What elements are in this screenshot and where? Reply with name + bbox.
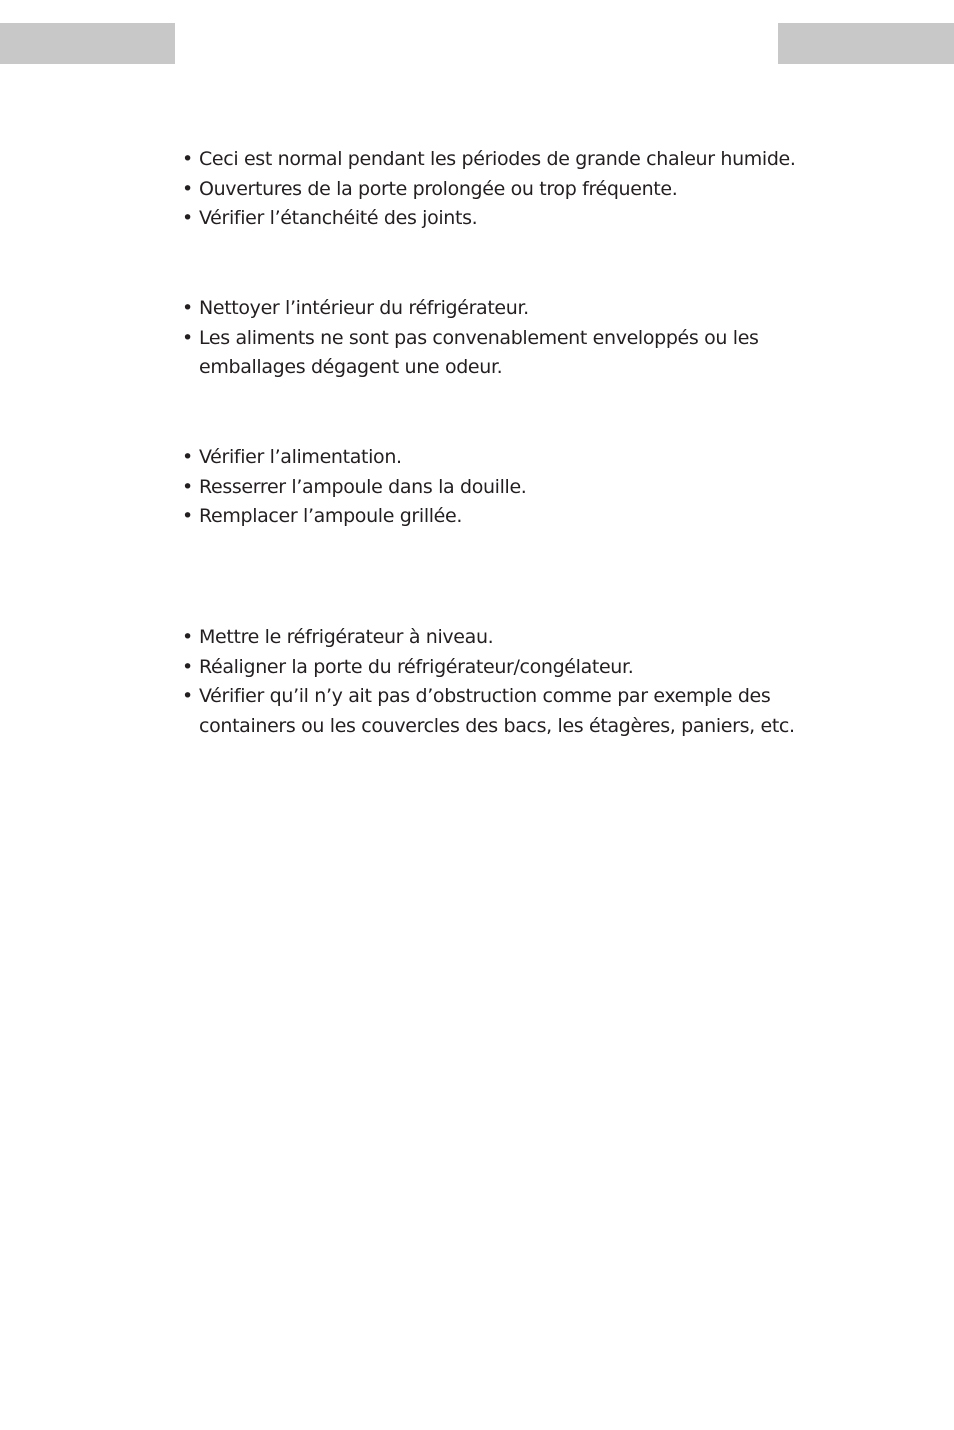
bullet-icon: • xyxy=(182,505,193,527)
list-item xyxy=(182,324,774,383)
bullet-icon: • xyxy=(182,326,193,349)
list-item xyxy=(182,175,822,205)
list-item-text: Ceci est normal pendant les périodes de grande chaleur humide. xyxy=(199,148,796,170)
list-item-text: Nettoyer l’intérieur du réfrigérateur. xyxy=(199,297,529,319)
list-item xyxy=(182,653,822,683)
bullet-icon: • xyxy=(182,685,193,707)
list-item xyxy=(182,473,822,503)
bullet-icon: • xyxy=(182,177,193,200)
bullet-icon: • xyxy=(182,207,193,229)
bullet-icon: • xyxy=(182,148,193,170)
list-item-text: Remplacer l’ampoule grillée. xyxy=(199,505,463,527)
list-item-text: Vérifier qu’il n’y ait pas d’obstruction comme par exemple des containers ou les couvercles des bacs, les étagères, paniers, etc. xyxy=(199,685,795,737)
bullet-icon: • xyxy=(182,655,193,678)
bullet-icon: • xyxy=(182,297,193,319)
list-item xyxy=(182,682,819,741)
section-condensation xyxy=(182,145,822,234)
list-item-text: Mettre le réfrigérateur à niveau. xyxy=(199,626,494,648)
list-item xyxy=(182,502,822,532)
list-item-text: Vérifier l’alimentation. xyxy=(199,446,402,468)
section-odors xyxy=(182,294,822,383)
list-item-text: Resserrer l’ampoule dans la douille. xyxy=(199,475,527,498)
list-item xyxy=(182,294,822,324)
section-lamp xyxy=(182,443,822,532)
bullet-icon: • xyxy=(182,626,193,648)
list-item xyxy=(182,623,822,653)
list-item xyxy=(182,204,822,234)
list-item-text: Vérifier l’étanchéité des joints. xyxy=(199,207,478,229)
bullet-icon: • xyxy=(182,446,193,468)
header-tab-right xyxy=(778,23,954,64)
list-item-text: Ouvertures de la porte prolongée ou trop fréquente. xyxy=(199,177,678,200)
header-tab-left xyxy=(0,23,175,64)
bullet-icon: • xyxy=(182,475,193,498)
section-door xyxy=(182,623,822,741)
list-item-text: Réaligner la porte du réfrigérateur/congélateur. xyxy=(199,655,634,678)
list-item xyxy=(182,145,822,175)
list-item-text: Les aliments ne sont pas convenablement enveloppés ou les emballages dégagent une odeur. xyxy=(199,326,759,378)
list-item xyxy=(182,443,822,473)
